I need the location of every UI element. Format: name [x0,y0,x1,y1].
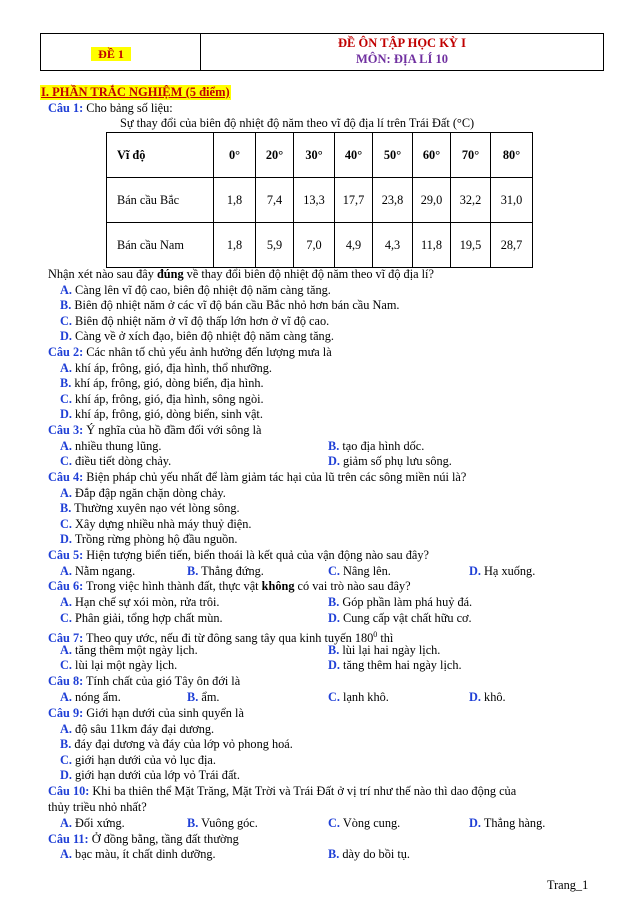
option-a[interactable]: A. độ sâu 11km đáy đại dương. [60,722,215,736]
question-3: Câu 3: Ý nghĩa của hồ đầm đối với sông là [48,423,262,437]
table-cell: 7,4 [256,178,294,223]
option-d[interactable]: D. Càng về ở xích đạo, biên độ nhiệt độ năm càng tăng. [60,329,334,343]
exam-title: ĐỀ ÔN TẬP HỌC KỲ I [338,36,466,50]
option-a[interactable]: A. Hạn chế sự xói mòn, rửa trôi. [60,595,220,609]
option-b[interactable]: B. dày do bồi tụ. [328,847,410,861]
table-header-cell: 30° [294,133,335,178]
option-d[interactable]: D. Thẳng hàng. [469,816,546,830]
option-d[interactable]: D. khí áp, frông, gió, dòng biển, sinh vật. [60,407,263,421]
option-c[interactable]: C. Vòng cung. [328,816,401,830]
question-text: Cho bảng số liệu: [86,101,173,115]
question-6: Câu 6: Trong việc hình thành đất, thực vật không có vai trò nào sau đây? [48,579,411,593]
question-10: Câu 10: Khi ba thiên thể Mặt Trăng, Mặt Trời và Trái Đất ở vị trí như thế nào thì dao động của [48,784,517,798]
option-d[interactable]: D. Trồng rừng phòng hộ đầu nguồn. [60,532,238,546]
option-c[interactable]: C. lạnh khô. [328,690,389,704]
option-d[interactable]: D. Hạ xuống. [469,564,536,578]
option-a[interactable]: A. Nằm ngang. [60,564,136,578]
option-d[interactable]: D. giới hạn dưới của lớp vỏ Trái đất. [60,768,240,782]
exam-code: ĐỀ 1 [91,47,131,61]
option-a[interactable]: A. tăng thêm một ngày lịch. [60,643,198,657]
option-b[interactable]: B. Góp phần làm phá huỷ đá. [328,595,473,609]
option-b[interactable]: B. Vuông góc. [187,816,258,830]
option-c[interactable]: C. giới hạn dưới của vỏ lục địa. [60,753,216,767]
exam-subject: MÔN: ĐỊA LÍ 10 [355,52,449,66]
table-cell: 4,9 [335,223,373,268]
option-b[interactable]: B. đáy đại dương và đáy của lớp vỏ phong hoá. [60,737,293,751]
table-cell: 29,0 [413,178,451,223]
table-cell: 32,2 [451,178,491,223]
exam-header [40,33,604,71]
option-b[interactable]: B. lùi lại hai ngày lịch. [328,643,441,657]
option-c[interactable]: C. Xây dựng nhiều nhà máy thuỷ điện. [60,517,252,531]
question-5: Câu 5: Hiện tượng biển tiến, biển thoái là kết quả của vận động nào sau đây? [48,548,429,562]
option-a[interactable]: A. bạc màu, ít chất dinh dưỡng. [60,847,216,861]
table-cell: 7,0 [294,223,335,268]
table-header-cell: 60° [413,133,451,178]
table-header-cell: 40° [335,133,373,178]
page-number: Trang_1 [547,878,589,892]
option-b[interactable]: B. khí áp, frông, gió, dòng biển, địa hình. [60,376,264,390]
question-stem: Nhận xét nào sau đây đúng về thay đổi biên độ nhiệt độ năm theo vĩ độ địa lí? [48,267,434,281]
option-c[interactable]: C. lùi lại một ngày lịch. [60,658,178,672]
option-d[interactable]: D. tăng thêm hai ngày lịch. [328,658,462,672]
option-b[interactable]: B. Biên độ nhiệt năm ở các vĩ độ bán cầu Bắc nhỏ hơn bán cầu Nam. [60,298,400,312]
option-c[interactable]: C. điều tiết dòng chảy. [60,454,172,468]
question-7: Câu 7: Theo quy ước, nếu đi từ đông sang tây qua kinh tuyến $180^0$ thì [48,630,394,646]
table-header-cell: 20° [256,133,294,178]
table-header-cell: 80° [491,133,533,178]
option-a[interactable]: A. Đối xứng. [60,816,125,830]
table-cell: Bán cầu Nam [107,223,214,268]
option-d[interactable]: D. khô. [469,690,506,704]
option-b[interactable]: B. ẩm. [187,690,220,704]
option-d[interactable]: D. Cung cấp vật chất hữu cơ. [328,611,472,625]
option-a[interactable]: A. khí áp, frông, gió, địa hình, thổ nhưỡng. [60,361,272,375]
table-header-cell: 70° [451,133,491,178]
table-cell: 1,8 [214,223,256,268]
table-cell: 17,7 [335,178,373,223]
table-row [107,223,533,268]
table-cell: 13,3 [294,178,335,223]
table-caption: Sự thay đổi của biên độ nhiệt độ năm theo vĩ độ địa lí trên Trái Đất (°C) [120,116,475,130]
option-b[interactable]: B. tạo địa hình dốc. [328,439,425,453]
table-cell: 5,9 [256,223,294,268]
option-a[interactable]: A. Đắp đập ngăn chặn dòng chảy. [60,486,226,500]
question-4: Câu 4: Biện pháp chủ yếu nhất để làm giảm tác hại của lũ trên các sông miền núi là? [48,470,467,484]
header-left-cell [41,34,201,70]
question-11: Câu 11: Ở đồng bằng, tầng đất thường [48,832,239,846]
option-a[interactable]: A. nhiều thung lũng. [60,439,162,453]
option-c[interactable]: C. Nâng lên. [328,564,391,578]
option-c[interactable]: C. Phân giải, tổng hợp chất mùn. [60,611,223,625]
emphasis-word: không [261,579,295,593]
question-10-cont: thủy triều nhỏ nhất? [48,800,147,814]
table-cell: 4,3 [373,223,413,268]
option-b[interactable]: B. Thường xuyên nạo vét lòng sông. [60,501,240,515]
table-cell: 31,0 [491,178,533,223]
option-a[interactable]: A. nóng ẩm. [60,690,121,704]
table-header-row [107,133,533,178]
section-title: I. PHẦN TRẮC NGHIỆM (5 điểm) [41,85,230,99]
question-8: Câu 8: Tính chất của gió Tây ôn đới là [48,674,241,688]
table-header-cell: Vĩ độ [107,133,214,178]
table-cell: 19,5 [451,223,491,268]
option-c[interactable]: C. khí áp, frông, gió, địa hình, sông ngòi. [60,392,264,406]
table-cell: 1,8 [214,178,256,223]
question-1 [48,101,173,116]
option-b[interactable]: B. Thẳng đứng. [187,564,264,578]
data-table [106,132,533,268]
table-cell: Bán cầu Bắc [107,178,214,223]
emphasis-word: đúng [156,267,184,281]
option-c[interactable]: C. Biên độ nhiệt năm ở vĩ độ thấp lớn hơn ở vĩ độ cao. [60,314,330,328]
table-header-cell: 0° [214,133,256,178]
question-2: Câu 2: Các nhân tố chủ yếu ảnh hưởng đến lượng mưa là [48,345,332,359]
table-header-cell: 50° [373,133,413,178]
question-label: Câu 1: [48,101,84,115]
table-row [107,178,533,223]
question-9: Câu 9: Giới hạn dưới của sinh quyển là [48,706,244,720]
option-a[interactable]: A. Càng lên vĩ độ cao, biên độ nhiệt độ năm càng tăng. [60,283,331,297]
option-d[interactable]: D. giảm số phụ lưu sông. [328,454,452,468]
table-cell: 28,7 [491,223,533,268]
table-cell: 23,8 [373,178,413,223]
table-cell: 11,8 [413,223,451,268]
